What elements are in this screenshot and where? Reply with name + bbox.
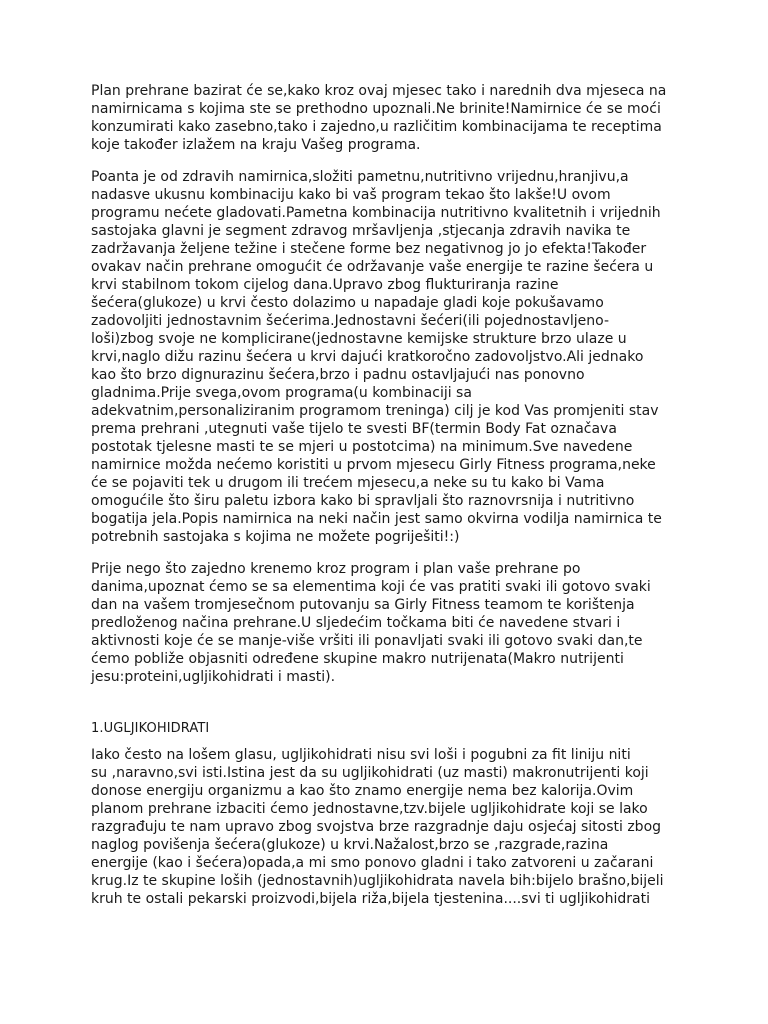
- paragraph-program-elements: Prije nego što zajedno krenemo kroz program i plan vaše prehrane po danima,upoznat ćemo se sa elementima koji će vas pratiti svaki ili gotovo svaki dan na vašem tromjesečnom putovanju sa Girly Fitness teamom te korištenja predloženog načina prehrane.U sljedećim točkama biti će navedene stvari i aktivnosti koje će se manje-više vršiti ili ponavljati svaki ili gotovo svaki dan,te ćemo pobliže objasniti određene skupine makro nutrijenata(Makro nutrijenti jesu:proteini,ugljikohidrati i masti).: [91, 561, 651, 685]
- paragraph-intro: Plan prehrane bazirat će se,kako kroz ovaj mjesec tako i narednih dva mjeseca na namirnicama s kojima ste se prethodno upoznali.Ne brinite!Namirnice će se moći konzumirati kako zasebno,tako i zajedno,u različitim kombinacijama te receptima koje također izlažem na kraju Vašeg programa.: [91, 83, 667, 153]
- paragraph-carbohydrates: Iako često na lošem glasu, ugljikohidrati nisu svi loši i pogubni za fit liniju niti su ,naravno,svi isti.Istina jest da su ugljikohidrati (uz masti) makronutrijenti koji donose energiju organizmu a kao što znamo energije nema bez kalorija.Ovim planom prehrane izbaciti ćemo jednostavne,tzv.bijele ugljikohidrate koji se lako razgrađuju te nam upravo zbog svojstva brze razgradnje daju osjećaj sitosti zbog naglog povišenja šećera(glukoze) u krvi.Nažalost,brzo se ,razgrade,razina energije (kao i šećera)opada,a mi smo ponovo gladni i tako zatvoreni u začarani krug.Iz te skupine loših (jednostavnih)ugljikohidrata navela bih:bijelo brašno,bijeli kruh te ostali pekarski proizvodi,bijela riža,bijela tjestenina....svi ti ugljikohidrati: [91, 747, 664, 907]
- document-page: [91, 82, 685, 922]
- section-heading: 1.UGLJIKOHIDRATI: [91, 721, 210, 736]
- paragraph-healthy-combination: Poanta je od zdravih namirnica,složiti pametnu,nutritivno vrijednu,hranjivu,a nadasve ukusnu kombinaciju kako bi vaš program tekao što lakše!U ovom programu nećete gladovati.Pametna kombinacija nutritivno kvalitetnih i vrijednih sastojaka glavni je segment zdravog mršavljenja ,stjecanja zdravih navika te zadržavanja željene težine i stečene forme bez negativnog jo jo efekta!Također ovakav način prehrane omogućit će održavanje vaše energije te razine šećera u krvi stabilnom tokom cijelog dana.Upravo zbog flukturiranja razine šećera(glukoze) u krvi često dolazimo u napadaje gladi koje pokušavamo zadovoljiti jednostavnim šećerima.Jednostavni šećeri(ili pojednostavljeno- loši)zbog svoje ne komplicirane(jednostavne kemijske strukture brzo ulaze u krvi,naglo dižu razinu šećera u krvi dajući kratkoročno zadovoljstvo.Ali jednako kao što brzo dignurazinu šećera,brzo i padnu ostavljajući nas ponovno gladnima.Prije svega,ovom programa(u kombinaciji sa adekvatnim,personaliziranim programom treninga) cilj je kod Vas promjeniti stav prema prehrani ,utegnuti vaše tijelo te svesti BF(termin Body Fat označava postotak tjelesne masti te se mjeri u postotcima) na minimum.Sve navedene namirnice možda nećemo koristiti u prvom mjesecu Girly Fitness programa,neke će se pojaviti tek u drugom ili trećem mjesecu,a neke su tu kako bi Vama omogućile što širu paletu izbora kako bi spravljali što raznovrsnija i nutritivno bogatija jela.Popis namirnica na neki način jest samo okvirna vodilja namirnica te potrebnih sastojaka s kojima ne možete pogriješiti!:): [91, 169, 662, 545]
